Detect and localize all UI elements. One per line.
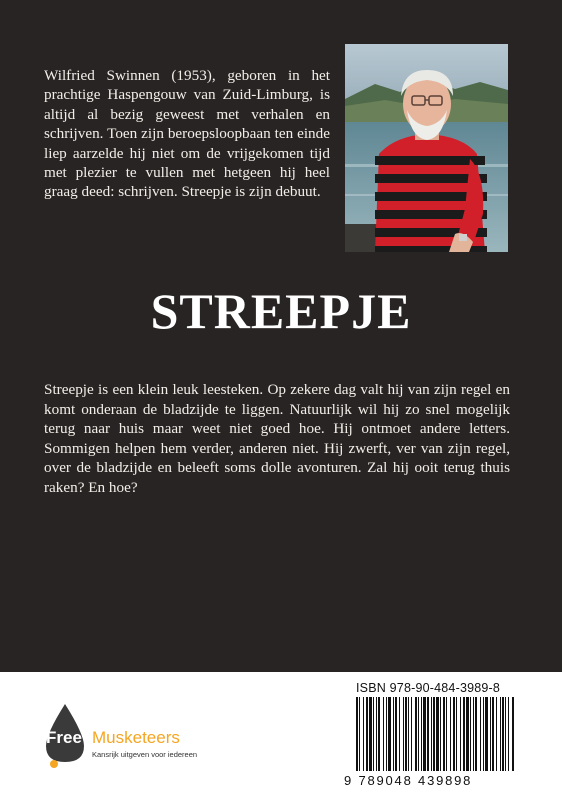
barcode-bar (399, 697, 400, 771)
barcode-bar (502, 697, 504, 771)
barcode-bar (408, 697, 409, 771)
barcode (356, 697, 516, 771)
barcode-bar (393, 697, 394, 771)
barcode-bar (359, 697, 360, 771)
barcode-bar (512, 697, 514, 771)
publisher-tagline: Kansrijk uitgeven voor iedereen (92, 750, 198, 759)
barcode-bar (356, 697, 358, 771)
publisher-name-musketeers: Musketeers (92, 728, 180, 747)
barcode-bar (440, 697, 441, 771)
barcode-bar (418, 697, 419, 771)
author-photo (345, 44, 508, 252)
book-blurb: Streepje is een klein leuk leesteken. Op zekere dag valt hij van zijn regel en komt onderaan de bladzijde te liggen. Natuurlijk wil hij zo snel mogelijk terug naar huis maar weet niet goed hoe. Hij ontmoet andere letters. Sommigen helpen hem verder, anderen niet. Hij zwerft, ver van zijn regel, over de bladzijde en beleeft soms dolle avonturen. Zal hij ooit terug thuis raken? En hoe? (44, 381, 510, 496)
barcode-bar (423, 697, 426, 771)
barcode-bar (395, 697, 397, 771)
barcode-bar (463, 697, 465, 771)
barcode-bar (480, 697, 481, 771)
barcode-bar (366, 697, 368, 771)
barcode-bar (383, 697, 384, 771)
barcode-bar (505, 697, 506, 771)
publisher-logo (40, 700, 200, 770)
barcode-bar (386, 697, 387, 771)
barcode-bar (460, 697, 461, 771)
barcode-bar (415, 697, 417, 771)
barcode-bar (500, 697, 501, 771)
barcode-bar (369, 697, 372, 771)
barcode-bar (403, 697, 404, 771)
barcode-bar (411, 697, 412, 771)
barcode-bar (466, 697, 469, 771)
barcode-bar (427, 697, 429, 771)
barcode-bar (485, 697, 488, 771)
barcode-bar (473, 697, 474, 771)
barcode-bar (453, 697, 455, 771)
barcode-bar (363, 697, 364, 771)
barcode-bar (376, 697, 377, 771)
barcode-bar (431, 697, 432, 771)
barcode-bar (492, 697, 494, 771)
barcode-bar (450, 697, 451, 771)
barcode-bar (433, 697, 435, 771)
barcode-bar (405, 697, 407, 771)
barcode-bar (388, 697, 391, 771)
book-title: STREEPJE (150, 283, 412, 339)
barcode-bar (490, 697, 491, 771)
barcode-bar (378, 697, 380, 771)
barcode-bar (443, 697, 445, 771)
barcode-bar (508, 697, 509, 771)
barcode-bar (475, 697, 477, 771)
barcode-bar (470, 697, 471, 771)
author-bio: Wilfried Swinnen (1953), geboren in het prachtige Haspengouw van Zuid-Limburg, is altijd al bezig geweest met verhalen en schrijven. Toen zijn beroepsloopbaan ten einde liep aarzelde hij niet om de vrijgekomen tijd met plezier te vullen met hetgeen hij heel graag deed: schrijven. Streepje is zijn debuut. (44, 67, 330, 201)
barcode-bar (483, 697, 484, 771)
isbn-digits: 9 789048 439898 (344, 773, 473, 788)
barcode-bar (456, 697, 457, 771)
barcode-bar (373, 697, 374, 771)
publisher-name-free: Free (46, 728, 82, 747)
author-photo-illustration (345, 44, 508, 252)
barcode-bar (496, 697, 497, 771)
barcode-bar (436, 697, 439, 771)
barcode-bar (421, 697, 422, 771)
barcode-bar (446, 697, 447, 771)
isbn-label: ISBN 978-90-484-3989-8 (356, 681, 501, 695)
